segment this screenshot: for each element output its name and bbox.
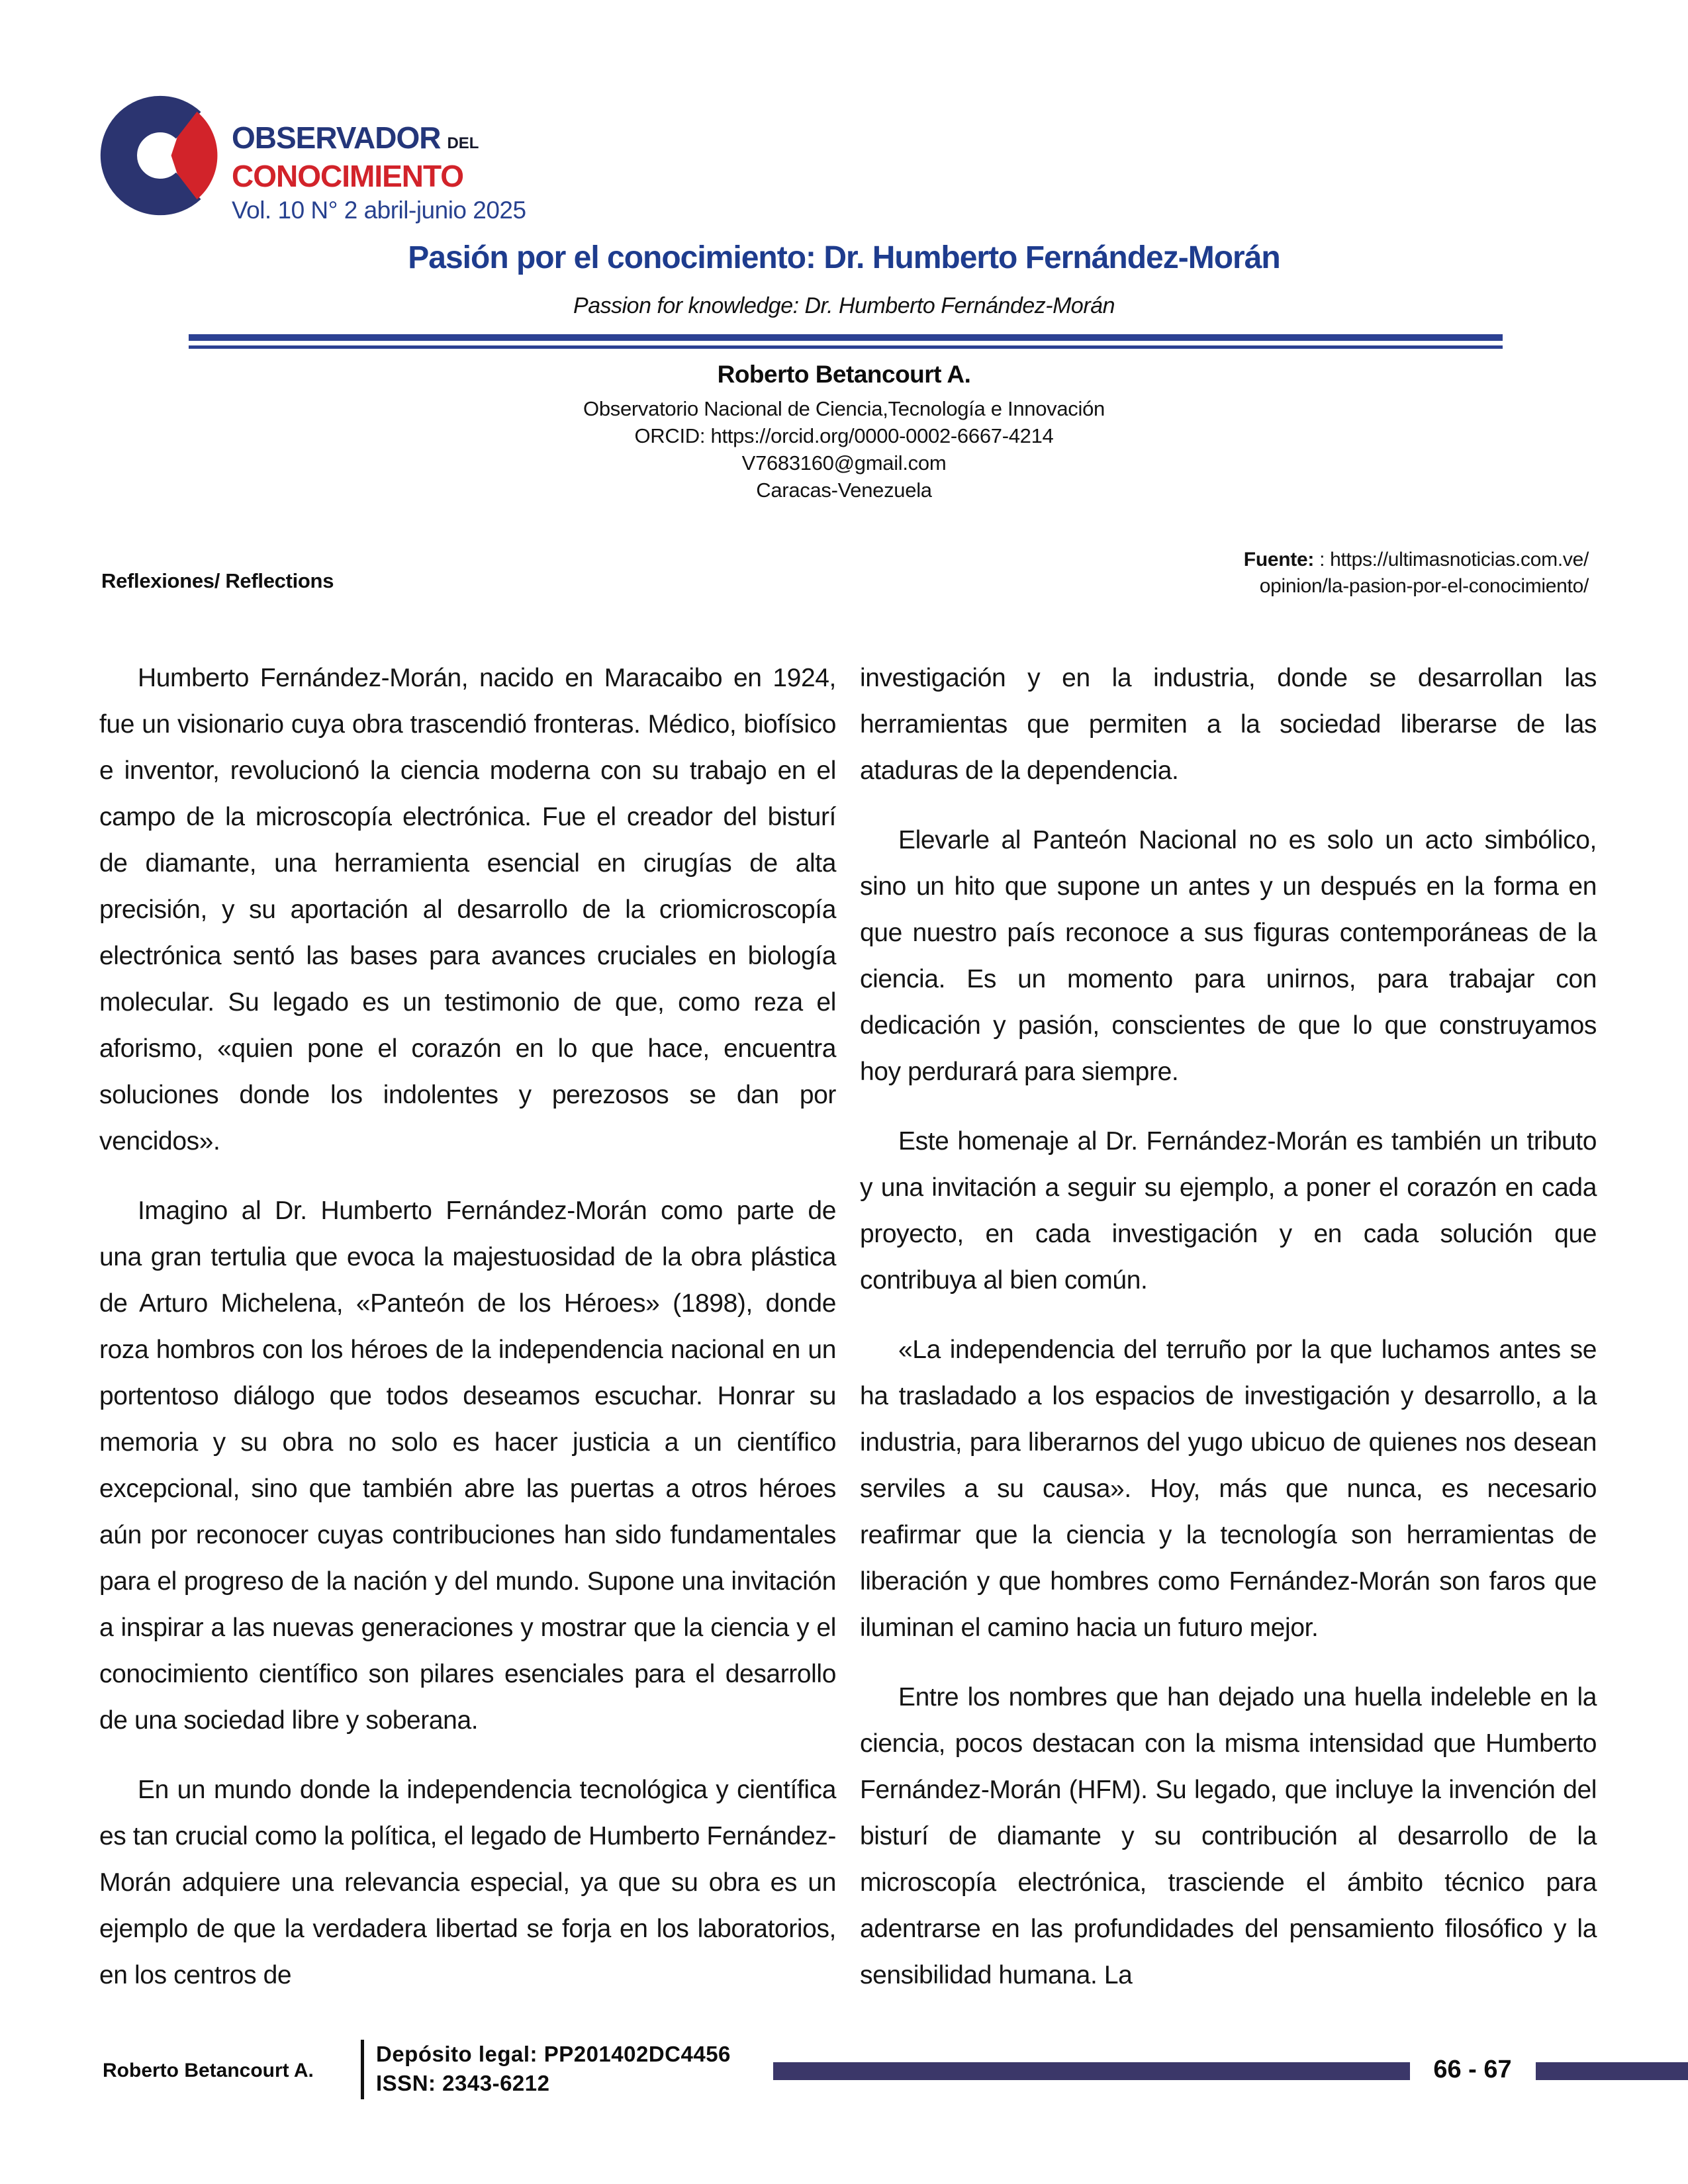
paragraph-continuation: investigación y en la industria, donde se desarrollan las herramientas que permiten a la sociedad liberarse de las ataduras de la dependencia. <box>860 664 1597 785</box>
author-block <box>0 361 1688 504</box>
left-column <box>99 655 836 1999</box>
paragraph: Elevarle al Panteón Nacional no es solo un acto simbólico, sino un hito que supone un antes y un después en la forma en que nuestro país reconoce a sus figuras contemporáneas de la ciencia. Es un momento para unirnos, para trabajar con dedicación y pasión, conscientes de que lo que construyamos hoy perdurará para siempre. <box>860 826 1597 1086</box>
page-numbers: 66 - 67 <box>1433 2056 1512 2083</box>
paragraph: «La independencia del terruño por la que luchamos antes se ha trasladado a los espacios de investigación y desarrollo, a la industria, para liberarnos del yugo ubicuo de quienes nos desean serviles a su causa». Hoy, más que nunca, es necesario reafirmar que la ciencia y la tecnología son herramientas de liberación y que hombres como Fernández-Morán son faros que iluminan el camino hacia un futuro mejor. <box>860 1336 1597 1642</box>
article-subtitle: Passion for knowledge: Dr. Humberto Fernández-Morán <box>573 293 1115 318</box>
author-name: Roberto Betancourt A. <box>717 361 971 388</box>
paragraph: Imagino al Dr. Humberto Fernández-Morán como parte de una gran tertulia que evoca la majestuosidad de la obra plástica de Arturo Michelena, «Panteón de los Héroes» (1898), donde roza hombros con los héroes de la independencia nacional en un portentoso diálogo que todos deseamos escuchar. Honrar su memoria y su obra no solo es hacer justicia a un científico excepcional, sino que también abre las puertas a otros héroes aún por reconocer cuyas contribuciones han sido fundamentales para el progreso de la nación y del mundo. Supone una invitación a inspirar a las nuevas generaciones y mostrar que la ciencia y el conocimiento científico son pilares esenciales para el desarrollo de una sociedad libre y soberana. <box>99 1197 836 1735</box>
brand-word-conocimiento: CONOCIMIENTO <box>232 159 464 193</box>
source-block <box>1244 547 1589 600</box>
paragraph: Entre los nombres que han dejado una huella indeleble en la ciencia, pocos destacan con la misma intensidad que Humberto Fernández-Morán (HFM). Su legado, que incluye la invención del bisturí de diamante y su contribución al desarrollo de la microscopía electrónica, trasciende el ámbito técnico para adentrarse en las profundidades del pensamiento filosófico y la sensibilidad humana. La <box>860 1683 1597 1989</box>
brand-word-observador <box>232 122 526 159</box>
author-orcid-link[interactable]: ORCID: https://orcid.org/0000-0002-6667-4214 <box>634 424 1054 447</box>
footer-author: Roberto Betancourt A. <box>103 2060 314 2081</box>
volume-line: Vol. 10 N° 2 abril-junio 2025 <box>232 197 526 224</box>
footer-issn: ISSN: 2343-6212 <box>376 2071 550 2095</box>
masthead-brand <box>232 122 526 224</box>
author-affiliation: Observatorio Nacional de Ciencia,Tecnología e Innovación <box>583 397 1105 420</box>
divider-thick-line <box>189 334 1503 341</box>
observador-logo-icon <box>99 95 221 216</box>
brand-del-text: DEL <box>447 134 479 152</box>
author-email-link[interactable]: V7683160@gmail.com <box>741 451 947 475</box>
title-divider <box>189 334 1503 349</box>
right-column <box>860 655 1597 1999</box>
paragraph: Humberto Fernández-Morán, nacido en Maracaibo en 1924, fue un visionario cuya obra trascendió fronteras. Médico, biofísico e inventor, revolucionó la ciencia moderna con su trabajo en el campo de la microscopía electrónica. Fue el creador del bisturí de diamante, una herramienta esencial en cirugías de alta precisión, y su aportación al desarrollo de la criomicroscopía electrónica sentó las bases para avances cruciales en biología molecular. Su legado es un testimonio de que, como reza el aforismo, «quien pone el corazón en lo que hace, encuentra soluciones donde los indolentes y perezosos se dan por vencidos». <box>99 664 836 1156</box>
source-label: Fuente: <box>1243 549 1315 570</box>
article-body <box>99 655 1597 1999</box>
source-url-part1[interactable]: : https://ultimasnoticias.com.ve/ <box>1314 549 1589 570</box>
article-title: Pasión por el conocimiento: Dr. Humberto Fernández-Morán <box>408 240 1280 275</box>
brand-observador-text: OBSERVADOR <box>232 120 441 155</box>
source-url-part2[interactable]: opinion/la-pasion-por-el-conocimiento/ <box>1259 575 1589 597</box>
footer-bar-left <box>773 2062 1410 2080</box>
divider-thin-line <box>189 345 1503 349</box>
paragraph: En un mundo donde la independencia tecnológica y científica es tan crucial como la política, el legado de Humberto Fernández-Morán adquiere una relevancia especial, ya que su obra es un ejemplo de que la verdadera libertad se forja en los laboratorios, en los centros de <box>99 1776 836 1989</box>
author-location: Caracas-Venezuela <box>756 478 932 502</box>
footer-bar-right <box>1536 2062 1688 2080</box>
footer-vertical-divider <box>361 2040 364 2099</box>
section-label: Reflexiones/ Reflections <box>101 569 334 592</box>
footer-deposit: Depósito legal: PP201402DC4456 <box>376 2042 731 2066</box>
footer-legal <box>376 2040 731 2098</box>
paragraph: Este homenaje al Dr. Fernández-Morán es también un tributo y una invitación a seguir su ejemplo, a poner el corazón en cada proyecto, en cada investigación y en cada solución que contribuya al bien común. <box>860 1127 1597 1295</box>
